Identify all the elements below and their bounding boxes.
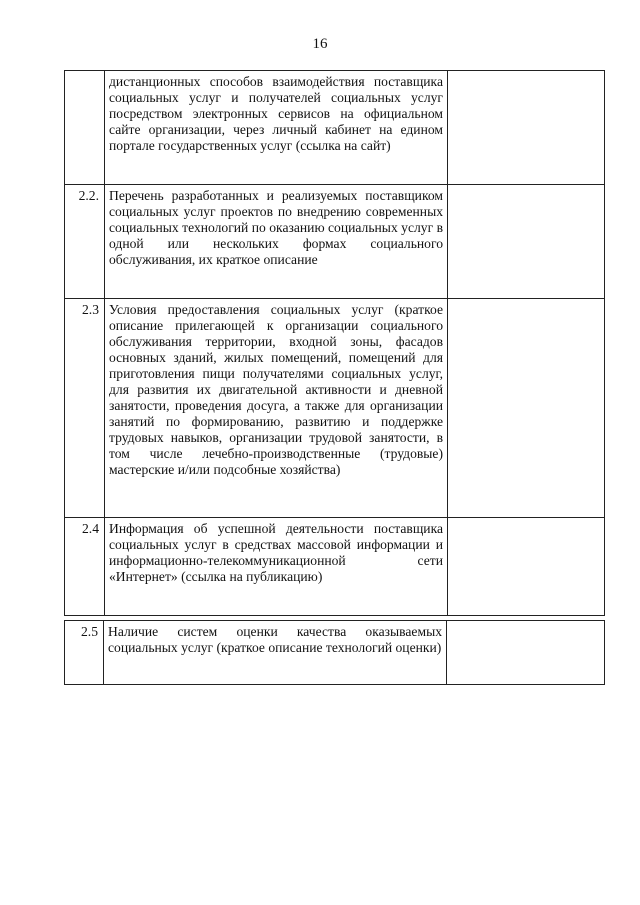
table-row bbox=[65, 518, 605, 616]
row-number bbox=[65, 71, 105, 185]
row-number: 2.4 bbox=[65, 518, 105, 616]
table-row bbox=[65, 71, 605, 185]
table-row bbox=[65, 185, 605, 299]
page-number: 16 bbox=[312, 36, 328, 52]
row-value-cell bbox=[448, 518, 605, 616]
table-row bbox=[65, 299, 605, 518]
row-description: Информация об успешной деятельности поставщика социальных услуг в средствах массовой информации и информационно-телекоммуникационной сети «Интернет» (ссылка на публикацию) bbox=[105, 518, 448, 616]
row-value-cell bbox=[448, 71, 605, 185]
table-row bbox=[65, 621, 605, 685]
row-value-cell bbox=[448, 185, 605, 299]
row-description: Наличие систем оценки качества оказываемых социальных услуг (краткое описание технологий оценки) bbox=[104, 621, 447, 685]
row-description: Условия предоставления социальных услуг (краткое описание прилегающей к организации социального обслуживания территории, входной зоны, фасадов основных зданий, жилых помещений, помещений для приготовления пищи получателями социальных услуг, для развития их двигательной активности и дневной занятости, проведения досуга, а также для организации занятий по формированию, развитию и поддержке трудовых навыков, организации трудовой занятости, в том числе лечебно-производственные (трудовые) мастерские и/или подсобные хозяйства) bbox=[105, 299, 448, 518]
criteria-table bbox=[64, 70, 605, 616]
row-value-cell bbox=[447, 621, 605, 685]
row-number: 2.2. bbox=[65, 185, 105, 299]
row-number: 2.5 bbox=[65, 621, 104, 685]
row-value-cell bbox=[448, 299, 605, 518]
row-number: 2.3 bbox=[65, 299, 105, 518]
row-description: Перечень разработанных и реализуемых поставщиком социальных услуг проектов по внедрению современных социальных технологий по оказанию социальных услуг в одной или нескольких формах социального обслуживания, их краткое описание bbox=[105, 185, 448, 299]
row-description: дистанционных способов взаимодействия поставщика социальных услуг и получателей социальных услуг посредством электронных сервисов на официальном сайте организации, через личный кабинет на едином портале государственных услуг (ссылка на сайт) bbox=[105, 71, 448, 185]
criteria-table-continued bbox=[64, 620, 605, 685]
